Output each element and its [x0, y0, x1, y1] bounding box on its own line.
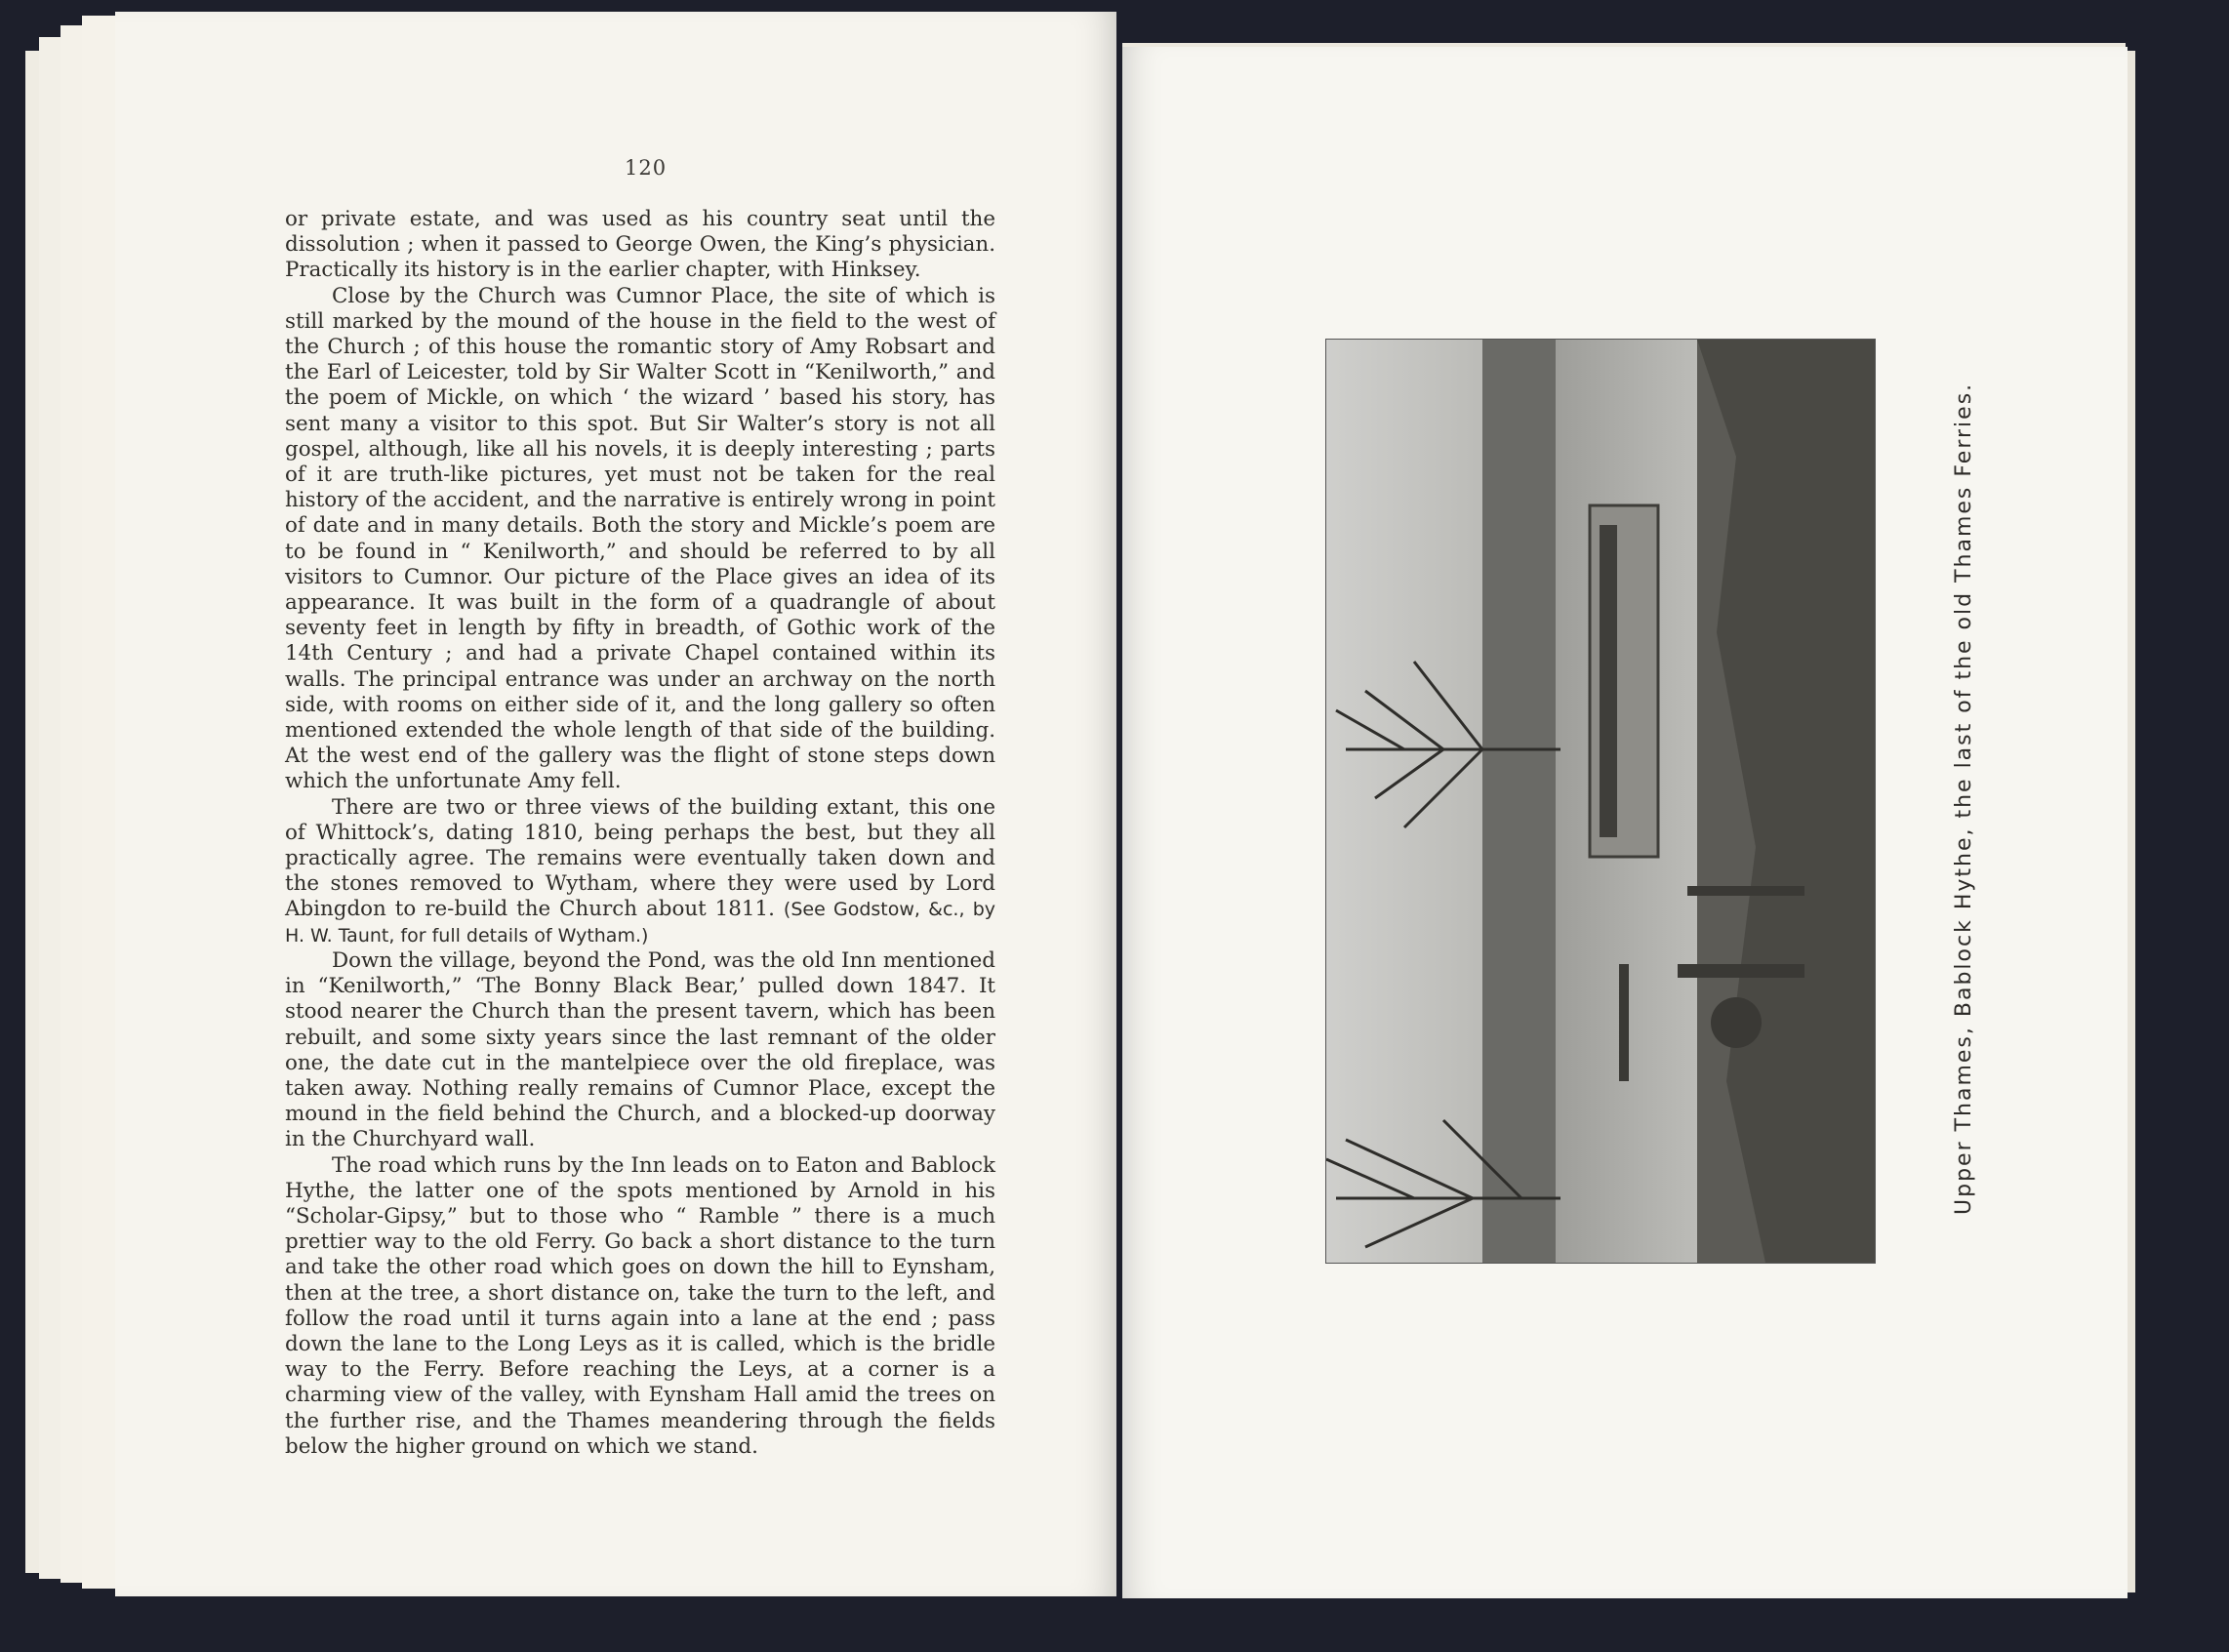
paragraph: Down the village, beyond the Pond, was the old Inn mentioned in “Kenilworth,” ‘The Bonny Black Bear,’ pulled down 1847. It stood nearer the Church than the present tavern, which has been rebuilt, and some sixty years since the last remnant of the older one, the date cut in the mantelpiece over the old fireplace, was taken away. Nothing really remains of Cumnor Place, except the mound in the field behind the Church, and a blocked-up doorway in the Churchyard wall.	[285, 947, 995, 1152]
paragraph: The road which runs by the Inn leads on to Eaton and Bablock Hythe, the latter one of the spots mentioned by Arnold in his “Scholar-Gipsy,” but to those who “ Ramble ” there is a much prettier way to the old Ferry. Go back a short distance to the turn and take the other road which goes on down the hill to Eynsham, then at the tree, a short distance on, take the turn to the left, and follow the road until it turns again into a lane at the end ; pass down the lane to the Long Leys as it is called, which is the bridle way to the Ferry. Before reaching the Leys, at a corner is a charming view of the valley, with Eynsham Hall amid the trees on the further rise, and the Thames meandering through the fields below the higher ground on which we stand.	[285, 1152, 995, 1459]
body-text	[285, 207, 995, 1460]
paragraph-text: There are two or three views of the building extant, this one of Whittock’s, dating 1810, being perhaps the best, but they all practically agree. The remains were eventually taken down and the stones removed to Wytham, where they were used by Lord Abingdon to re-build the Church about 1811.	[285, 794, 995, 922]
photo-caption: Upper Thames, Bablock Hythe, the last of the old Thames Ferries.	[1952, 382, 1976, 1215]
paragraph: or private estate, and was used as his country seat until the dissolution ; when it passed to George Owen, the King’s physician. Practically its history is in the earlier chapter, with Hinksey.	[285, 207, 995, 283]
ferry-photograph	[1325, 339, 1876, 1264]
photo-image	[1326, 340, 1875, 1263]
paragraph	[285, 795, 995, 948]
paragraph: Close by the Church was Cumnor Place, the site of which is still marked by the mound of the house in the field to the west of the Church ; of this house the romantic story of Amy Robsart and the Earl of Leicester, told by Sir Walter Scott in “Kenilworth,” and the poem of Mickle, on which ‘ the wizard ’ based his story, has sent many a visitor to this spot. But Sir Walter’s story is not all gospel, although, like all his novels, it is deeply interesting ; parts of it are truth-like pictures, yet must not be taken for the real history of the accident, and the narrative is entirely wrong in point of date and in many details. Both the story and Mickle’s poem are to be found in “ Kenilworth,” and should be referred to by all visitors to Cumnor. Our picture of the Place gives an idea of its appearance. It was built in the form of a quadrangle of about seventy feet in length by fifty in breadth, of Gothic work of the 14th Century ; and had a private Chapel contained within its walls. The principal entrance was under an archway on the north side, with rooms on either side of it, and the long gallery so often mentioned extended the whole length of that side of the building. At the west end of the gallery was the flight of stone steps down which the unfortunate Amy fell.	[285, 283, 995, 794]
page-number: 120	[625, 156, 668, 180]
cross-reference: (See Godstow, &c., by H. W. Taunt, for full details of Wytham.)	[285, 899, 995, 947]
